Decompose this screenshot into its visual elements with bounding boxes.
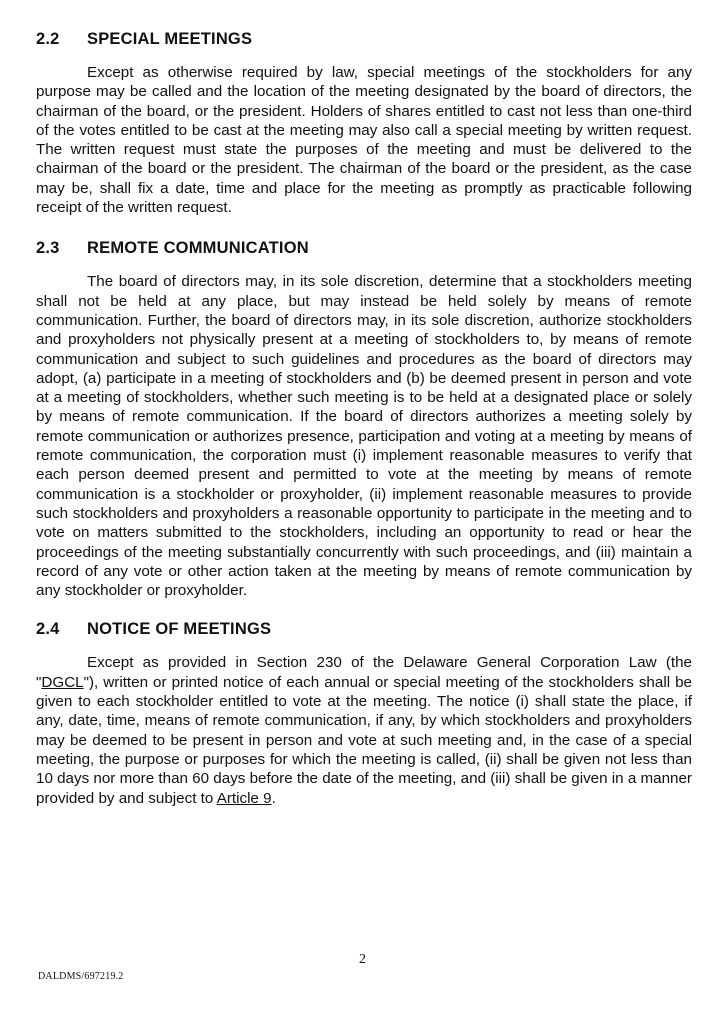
section-title: SPECIAL MEETINGS [87,30,253,48]
section-paragraph: The board of directors may, in its sole discretion, determine that a stockholders meeting shall not be held at any place, but may instead be held solely by means of remote communication. Further, the board of directors may, in its sole discretion, authorize stockholders and proxyholders not physically present at a meeting of stockholders to, by means of remote communication and subject to such guidelines and procedures as the board of directors may adopt, (a) participate in a meeting of stockholders and (b) be deemed present in person and vote at a meeting of stockholders, whether such meeting is to be held at a designated place or solely by means of remote communication. If the board of directors authorizes a meeting solely by remote communication or authorizes presence, participation and voting at a meeting by means of remote communication, the corporation must (i) implement reasonable measures to verify that each person deemed present and permitted to vote at the meeting by means of remote communication is a stockholder or proxyholder, (ii) implement reasonable measures to provide such stockholders and proxyholders a reasonable opportunity to participate in the meeting and to vote on matters submitted to the stockholders, including an opportunity to read or hear the proceedings of the meeting substantially concurrently with such proceedings, and (iii) maintain a record of any vote or other action taken at the meeting by means of remote communication by any stockholder or proxyholder. [36,273,692,600]
document-id: DALDMS/697219.2 [38,971,124,982]
document-page [36,30,692,808]
paragraph-text: "), written or printed notice of each annual or special meeting of the stockholders shall be given to each stockholder entitled to vote at the meeting. The notice (i) shall state the place, if any, date, time, means of remote communication, if any, by which stockholders and proxyholders may be deemed to be present in person and vote at such meeting and, in the case of a special meeting, the purpose or purposes for which the meeting is called, (ii) shall be given not less than 10 days nor more than 60 days before the date of the meeting, and (iii) shall be given in a manner provided by and subject to [36,673,692,807]
section-2-3 [36,239,692,600]
section-paragraph [36,653,692,807]
section-title: REMOTE COMMUNICATION [87,239,309,258]
section-paragraph: Except as otherwise required by law, special meetings of the stockholders for any purpose may be called and the location of the meeting designated by the board of directors, the chairman of the board, or the president. Holders of shares entitled to cast not less than one-third of the votes entitled to be cast at the meeting may also call a special meeting by written request. The written request must state the purposes of the meeting and must be delivered to the chairman of the board or the president. The chairman of the board or the president, as the case may be, shall fix a date, time and place for the meeting as promptly as practicable following receipt of the written request. [36,64,692,217]
section-number: 2.4 [36,620,60,639]
section-heading [36,239,692,258]
section-2-4 [36,620,692,807]
section-number: 2.3 [36,239,60,258]
section-heading [36,620,692,639]
section-title: NOTICE OF MEETINGS [87,620,272,639]
section-heading [36,30,692,49]
section-number: 2.2 [36,30,60,48]
paragraph-text: Except as provided in Section 230 of the Delaware General Corporation Law (the " [36,654,692,691]
article-9-reference: Article 9 [216,789,272,807]
section-2-2 [36,30,692,217]
paragraph-text: . [271,789,276,807]
page-number: 2 [359,952,366,967]
defined-term-dgcl: DGCL [41,673,84,691]
